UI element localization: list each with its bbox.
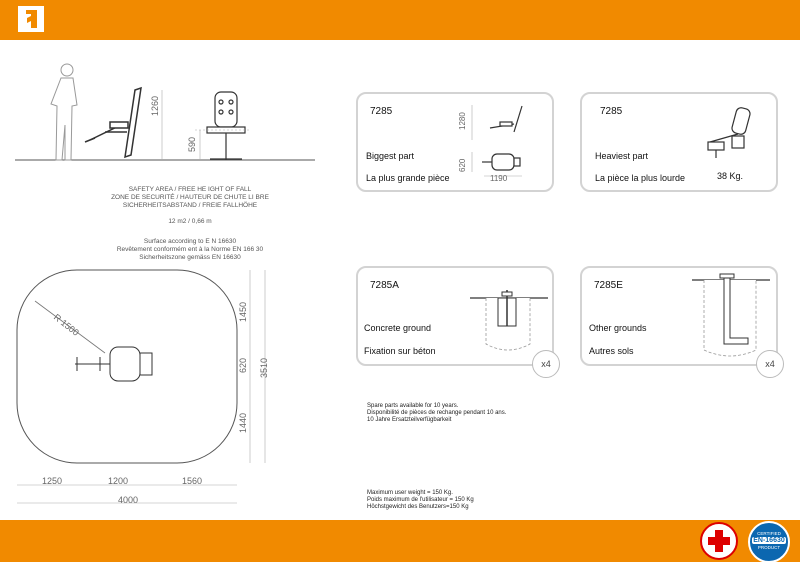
badge-mid-text: EN-16630 (753, 537, 785, 544)
card-biggest-label-fr: La plus grande pièce (366, 173, 450, 183)
elevation-drawing (15, 60, 325, 180)
safety-line-3: SICHERHEITSABSTAND / FREIE FALLHÖHE (122, 202, 258, 209)
card-other-grounds (580, 266, 778, 366)
weight-line-1: Maximum user weight = 150 Kg. (367, 490, 453, 496)
safety-line-2: ZONE DE SECURITÉ / HAUTEUR DE CHUTE LI BRE (111, 194, 269, 201)
elevation-height-dim: 1260 (150, 95, 160, 116)
machine-top-view-icon (75, 347, 152, 381)
safety-text-block (90, 186, 290, 262)
concrete-anchor-icon (468, 286, 548, 356)
other-qty-badge: x4 (756, 350, 784, 378)
ground-anchor-icon (690, 270, 770, 360)
safety-area: 12 m2 / 0,66 m (168, 218, 212, 225)
card-biggest-dim-l: 1190 (490, 174, 508, 183)
surface-line-1: Surface according to E N 16630 (143, 238, 237, 245)
machine-side-view-icon (85, 88, 141, 157)
spare-line-2: Disponibilité de pièces de rechange pendant 10 ans. (367, 410, 507, 416)
card-other-label-en: Other grounds (589, 323, 647, 333)
plan-dim-center: 1200 (108, 476, 129, 486)
plan-dim-total-h: 4000 (118, 495, 139, 505)
weight-line-2: Poids maximum de l'utilisateur = 150 Kg (367, 497, 474, 503)
surface-line-3: Sicherheitszone gemäss EN 16630 (139, 254, 241, 261)
heaviest-part-icon (702, 102, 762, 162)
header-bar (0, 0, 800, 40)
card-other-code: 7285E (594, 280, 623, 291)
badge-bottom-text: PRODUCT (757, 545, 781, 550)
certified-badge (748, 521, 790, 563)
brand-logo-icon (18, 6, 44, 32)
card-heaviest-label-en: Heaviest part (595, 151, 649, 161)
elevation-fall-height-dim: 590 (187, 136, 197, 152)
card-heaviest-weight: 38 Kg. (717, 171, 744, 181)
plan-dim-mid: 620 (238, 357, 248, 373)
card-heaviest-label-fr: La pièce la plus lourde (595, 173, 686, 183)
plan-dim-left: 1250 (42, 476, 63, 486)
concrete-qty-badge: x4 (532, 350, 560, 378)
plan-dim-bottom: 1440 (238, 412, 248, 433)
card-biggest-label-en: Biggest part (366, 151, 415, 161)
plan-dim-total-v: 3510 (259, 357, 269, 378)
card-concrete-label-en: Concrete ground (364, 323, 432, 333)
card-concrete-label-fr: Fixation sur béton (364, 346, 436, 356)
card-biggest-dim-w: 620 (458, 158, 467, 172)
card-heaviest-part (580, 92, 778, 192)
footer-bar (0, 520, 800, 562)
card-biggest-code: 7285 (370, 106, 393, 117)
card-heaviest-code: 7285 (600, 106, 623, 117)
weight-line-3: Höchstgewicht des Benutzers=150 Kg (367, 504, 469, 510)
plan-radius-label: R 1500 (51, 312, 81, 338)
spare-line-3: 10 Jahre Ersatzteilverfügbarkeit (367, 417, 452, 423)
badge-top-text: CERTIFIED (757, 531, 781, 536)
spare-parts-text (367, 403, 567, 424)
safety-area-plan (15, 265, 275, 525)
machine-front-view-icon (207, 92, 245, 160)
plan-dim-right: 1560 (182, 476, 203, 486)
surface-line-2: Revêtement conformém ent à la Norme EN 166 30 (116, 246, 264, 253)
card-biggest-part (356, 92, 554, 192)
first-aid-icon (700, 522, 738, 560)
safety-line-1: SAFETY AREA / FREE HE IGHT OF FALL (128, 186, 252, 193)
card-biggest-dim-h: 1280 (458, 112, 467, 130)
plan-dim-top: 1450 (238, 301, 248, 322)
biggest-part-icon (462, 100, 542, 183)
card-concrete-code: 7285A (370, 280, 399, 291)
max-weight-text (367, 490, 567, 511)
human-silhouette-icon (51, 64, 77, 160)
spare-line-1: Spare parts available for 10 years. (367, 403, 459, 409)
card-concrete-ground (356, 266, 554, 366)
card-other-label-fr: Autres sols (589, 346, 634, 356)
